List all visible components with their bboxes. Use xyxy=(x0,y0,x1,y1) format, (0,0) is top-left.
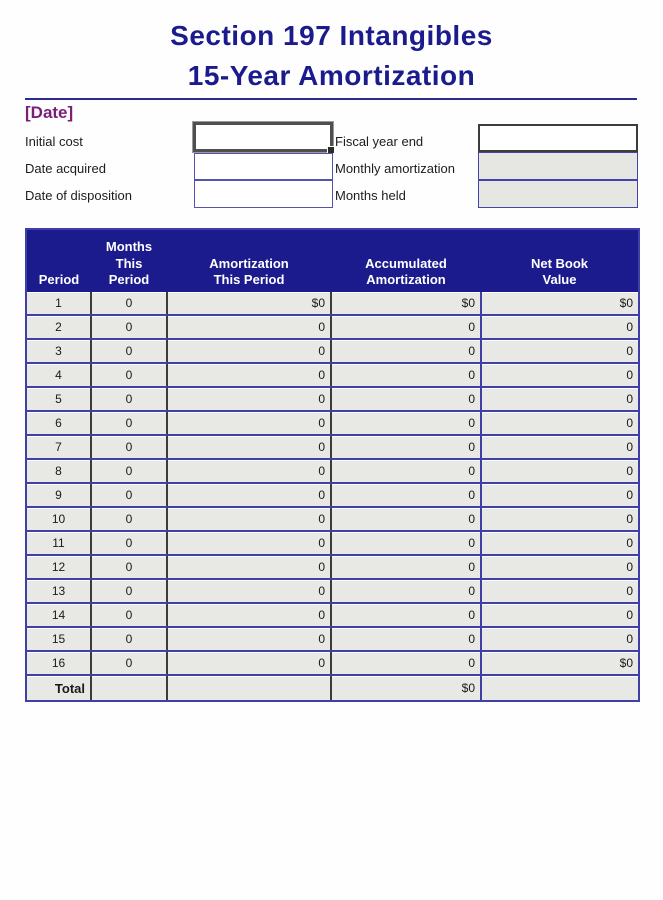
column-header-2: Amortization This Period xyxy=(167,229,331,292)
table-cell[interactable]: 0 xyxy=(481,435,639,459)
table-cell[interactable]: 0 xyxy=(91,627,167,651)
column-header-0: Period xyxy=(26,229,91,292)
table-header-row xyxy=(26,229,639,292)
table-cell[interactable]: 0 xyxy=(331,339,481,363)
table-cell[interactable]: 0 xyxy=(167,651,331,675)
table-row xyxy=(26,411,639,435)
table-cell[interactable]: 10 xyxy=(26,507,91,531)
table-row xyxy=(26,339,639,363)
date-section-label: [Date] xyxy=(25,103,74,122)
table-cell[interactable]: 0 xyxy=(167,555,331,579)
table-cell[interactable]: 0 xyxy=(481,603,639,627)
table-cell[interactable]: $0 xyxy=(481,292,639,315)
table-cell[interactable]: 0 xyxy=(331,651,481,675)
page-title-line1: Section 197 Intangibles xyxy=(170,20,493,51)
table-cell[interactable]: 0 xyxy=(331,459,481,483)
table-cell[interactable]: 0 xyxy=(167,507,331,531)
title-divider xyxy=(25,98,637,100)
table-cell[interactable]: 0 xyxy=(167,483,331,507)
table-cell[interactable]: 0 xyxy=(331,507,481,531)
table-cell[interactable]: 0 xyxy=(167,411,331,435)
table-cell[interactable]: 0 xyxy=(481,627,639,651)
table-row xyxy=(26,579,639,603)
total-cell[interactable] xyxy=(167,675,331,701)
table-cell[interactable]: 5 xyxy=(26,387,91,411)
table-body xyxy=(26,292,639,701)
table-cell[interactable]: 0 xyxy=(331,627,481,651)
table-row xyxy=(26,435,639,459)
table-cell[interactable]: 0 xyxy=(167,603,331,627)
table-cell[interactable]: 0 xyxy=(331,363,481,387)
table-cell[interactable]: $0 xyxy=(331,292,481,315)
table-row xyxy=(26,555,639,579)
table-cell[interactable]: 0 xyxy=(167,435,331,459)
table-row xyxy=(26,627,639,651)
table-row xyxy=(26,363,639,387)
table-cell[interactable]: $0 xyxy=(481,651,639,675)
table-cell[interactable]: 0 xyxy=(331,555,481,579)
table-cell[interactable]: 0 xyxy=(167,579,331,603)
table-cell[interactable]: 16 xyxy=(26,651,91,675)
table-cell[interactable]: 0 xyxy=(481,507,639,531)
table-cell[interactable]: 0 xyxy=(167,339,331,363)
table-cell[interactable]: 9 xyxy=(26,483,91,507)
table-cell[interactable]: 0 xyxy=(167,531,331,555)
table-cell[interactable]: 0 xyxy=(167,363,331,387)
table-row xyxy=(26,387,639,411)
table-cell[interactable]: $0 xyxy=(167,292,331,315)
table-cell[interactable]: 0 xyxy=(167,315,331,339)
initial-cost-label: Initial cost xyxy=(25,134,83,149)
table-cell[interactable]: 0 xyxy=(91,483,167,507)
table-cell[interactable]: 0 xyxy=(91,411,167,435)
table-cell[interactable]: 3 xyxy=(26,339,91,363)
table-cell[interactable]: 0 xyxy=(481,483,639,507)
table-row xyxy=(26,531,639,555)
table-cell[interactable]: 1 xyxy=(26,292,91,315)
table-cell[interactable]: 0 xyxy=(91,531,167,555)
table-cell[interactable]: 0 xyxy=(331,411,481,435)
table-cell[interactable]: 0 xyxy=(481,579,639,603)
table-cell[interactable]: 0 xyxy=(331,387,481,411)
fiscal-year-end-label: Fiscal year end xyxy=(335,134,424,149)
table-cell[interactable]: 0 xyxy=(167,387,331,411)
table-row xyxy=(26,315,639,339)
table-cell[interactable]: 0 xyxy=(91,315,167,339)
total-row xyxy=(26,675,639,701)
table-cell[interactable]: 13 xyxy=(26,579,91,603)
table-cell[interactable]: 0 xyxy=(167,459,331,483)
date-of-disposition-label: Date of disposition xyxy=(25,188,132,203)
date-acquired-input[interactable] xyxy=(194,153,333,180)
table-cell[interactable]: 11 xyxy=(26,531,91,555)
table-cell[interactable]: 0 xyxy=(91,555,167,579)
table-row xyxy=(26,292,639,315)
months-held-output[interactable] xyxy=(478,180,638,208)
table-cell[interactable]: 0 xyxy=(331,483,481,507)
table-cell[interactable]: 0 xyxy=(91,292,167,315)
table-row xyxy=(26,651,639,675)
table-cell[interactable]: 0 xyxy=(481,387,639,411)
table-cell[interactable]: 12 xyxy=(26,555,91,579)
months-held-label: Months held xyxy=(335,188,406,203)
table-cell[interactable]: 0 xyxy=(481,339,639,363)
date-of-disposition-input[interactable] xyxy=(194,180,333,208)
column-header-4: Net Book Value xyxy=(481,229,639,292)
table-cell[interactable]: 0 xyxy=(91,339,167,363)
table-cell[interactable]: 8 xyxy=(26,459,91,483)
total-cell[interactable] xyxy=(91,675,167,701)
table-cell[interactable]: 14 xyxy=(26,603,91,627)
table-cell[interactable]: 0 xyxy=(481,459,639,483)
table-cell[interactable]: 0 xyxy=(331,603,481,627)
table-cell[interactable]: 0 xyxy=(91,507,167,531)
monthly-amortization-label: Monthly amortization xyxy=(335,161,455,176)
table-cell[interactable]: 0 xyxy=(91,459,167,483)
table-cell[interactable]: 0 xyxy=(481,555,639,579)
table-cell[interactable]: 0 xyxy=(331,531,481,555)
table-row xyxy=(26,507,639,531)
table-cell[interactable]: 0 xyxy=(91,651,167,675)
table-cell[interactable]: 0 xyxy=(331,435,481,459)
table-cell[interactable]: 0 xyxy=(91,603,167,627)
table-cell[interactable]: 4 xyxy=(26,363,91,387)
table-cell[interactable]: 0 xyxy=(481,363,639,387)
table-row xyxy=(26,459,639,483)
table-cell[interactable]: 0 xyxy=(91,435,167,459)
table-cell[interactable]: 0 xyxy=(331,579,481,603)
total-cell[interactable]: $0 xyxy=(331,675,481,701)
table-cell[interactable]: 0 xyxy=(167,627,331,651)
total-cell[interactable] xyxy=(481,675,639,701)
amortization-table xyxy=(25,228,640,702)
table-cell[interactable]: 0 xyxy=(481,315,639,339)
table-cell[interactable]: 0 xyxy=(481,531,639,555)
fiscal-year-end-input[interactable] xyxy=(478,124,638,152)
table-cell[interactable]: 0 xyxy=(91,579,167,603)
table-cell[interactable]: 0 xyxy=(91,387,167,411)
page-title-line2: 15-Year Amortization xyxy=(187,60,476,91)
column-header-1: Months This Period xyxy=(91,229,167,292)
total-cell[interactable]: Total xyxy=(26,675,91,701)
table-cell[interactable]: 6 xyxy=(26,411,91,435)
table-cell[interactable]: 0 xyxy=(481,411,639,435)
table-row xyxy=(26,483,639,507)
table-cell[interactable]: 7 xyxy=(26,435,91,459)
date-acquired-label: Date acquired xyxy=(25,161,106,176)
table-row xyxy=(26,603,639,627)
table-cell[interactable]: 15 xyxy=(26,627,91,651)
table-cell[interactable]: 0 xyxy=(91,363,167,387)
column-header-3: Accumulated Amortization xyxy=(331,229,481,292)
monthly-amortization-output[interactable] xyxy=(478,152,638,180)
table-cell[interactable]: 2 xyxy=(26,315,91,339)
table-cell[interactable]: 0 xyxy=(331,315,481,339)
initial-cost-input[interactable] xyxy=(193,122,333,152)
